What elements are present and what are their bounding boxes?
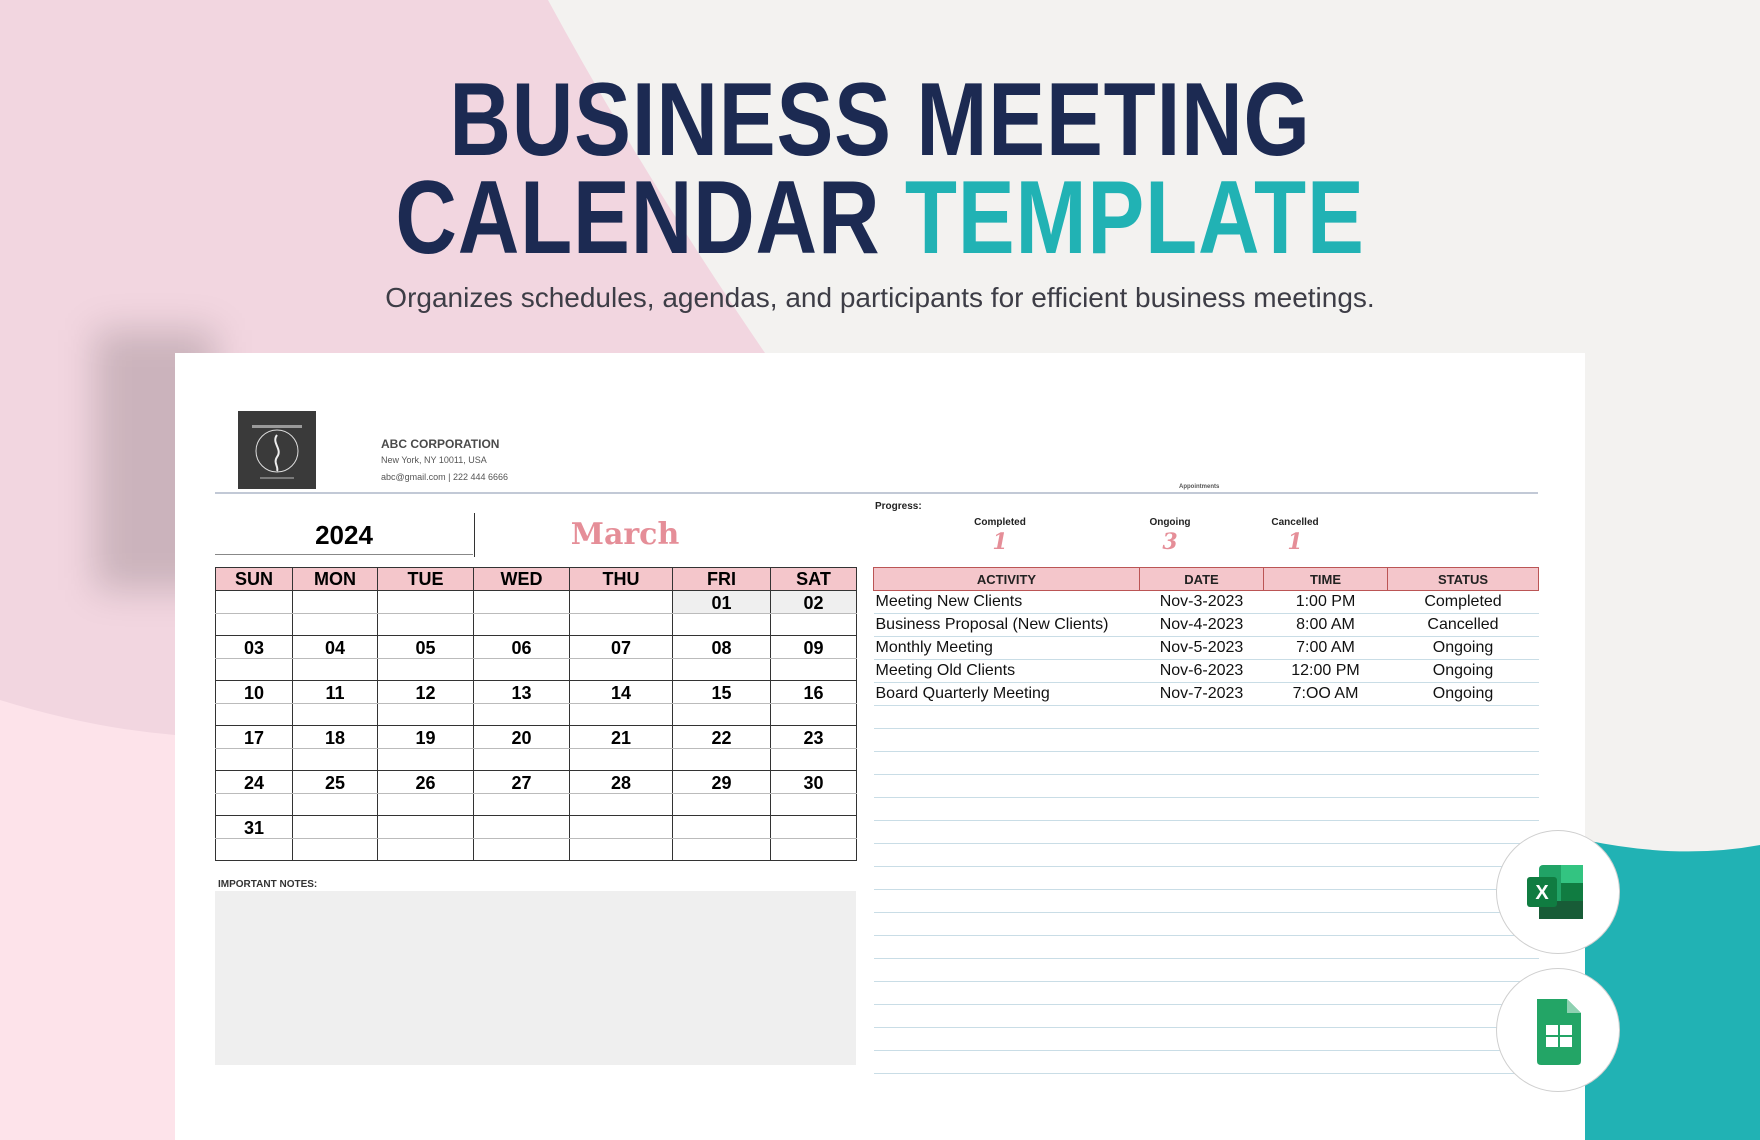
empty-cell[interactable] bbox=[1264, 1005, 1388, 1028]
google-sheets-badge[interactable] bbox=[1496, 968, 1620, 1092]
day-entry-cell[interactable] bbox=[216, 614, 293, 636]
day-cell[interactable]: 01 bbox=[673, 591, 771, 614]
day-cell[interactable] bbox=[378, 816, 474, 839]
activity-cell[interactable]: Board Quarterly Meeting bbox=[874, 683, 1140, 706]
weekday-mon: MON bbox=[293, 568, 378, 591]
day-entry-cell[interactable] bbox=[474, 794, 570, 816]
day-entry-cell[interactable] bbox=[216, 794, 293, 816]
company-logo bbox=[238, 411, 316, 489]
day-cell[interactable]: 11 bbox=[293, 681, 378, 704]
header-divider bbox=[215, 492, 1538, 494]
empty-cell[interactable] bbox=[1140, 775, 1264, 798]
day-entry-cell[interactable] bbox=[570, 794, 673, 816]
table-row bbox=[874, 591, 1539, 614]
day-cell[interactable]: 22 bbox=[673, 726, 771, 749]
empty-cell[interactable] bbox=[1140, 821, 1264, 844]
day-entry-cell[interactable] bbox=[673, 839, 771, 861]
day-cell[interactable]: 28 bbox=[570, 771, 673, 794]
empty-cell[interactable] bbox=[874, 775, 1140, 798]
column-header-status: STATUS bbox=[1388, 568, 1539, 591]
empty-row bbox=[874, 1005, 1539, 1028]
week-4-entries bbox=[216, 749, 857, 771]
time-cell[interactable]: 8:00 AM bbox=[1264, 614, 1388, 637]
empty-cell[interactable] bbox=[1140, 844, 1264, 867]
activity-cell[interactable]: Meeting New Clients bbox=[874, 591, 1140, 614]
day-entry-cell[interactable] bbox=[378, 749, 474, 771]
excel-letter: X bbox=[1535, 882, 1549, 904]
day-cell[interactable] bbox=[570, 591, 673, 614]
empty-cell[interactable] bbox=[1264, 959, 1388, 982]
empty-row bbox=[874, 844, 1539, 867]
status-cell[interactable]: Ongoing bbox=[1388, 637, 1539, 660]
column-header-date: DATE bbox=[1140, 568, 1264, 591]
week-1-dates bbox=[216, 591, 857, 614]
empty-cell[interactable] bbox=[874, 867, 1140, 890]
day-cell[interactable]: 13 bbox=[474, 681, 570, 704]
status-cell[interactable]: Completed bbox=[1388, 591, 1539, 614]
column-header-activity: ACTIVITY bbox=[874, 568, 1140, 591]
empty-row bbox=[874, 729, 1539, 752]
weekday-sat: SAT bbox=[771, 568, 857, 591]
empty-cell[interactable] bbox=[874, 959, 1140, 982]
empty-cell[interactable] bbox=[1264, 706, 1388, 729]
empty-cell[interactable] bbox=[874, 798, 1140, 821]
empty-cell[interactable] bbox=[874, 1051, 1140, 1074]
week-6-dates bbox=[216, 816, 857, 839]
week-2-entries bbox=[216, 659, 857, 681]
empty-cell[interactable] bbox=[1140, 752, 1264, 775]
day-cell[interactable]: 30 bbox=[771, 771, 857, 794]
empty-cell[interactable] bbox=[1140, 1028, 1264, 1051]
day-entry-cell[interactable] bbox=[570, 614, 673, 636]
progress-label: Progress: bbox=[875, 501, 922, 512]
weekday-tue: TUE bbox=[378, 568, 474, 591]
day-entry-cell[interactable] bbox=[378, 704, 474, 726]
day-cell[interactable] bbox=[474, 816, 570, 839]
empty-cell[interactable] bbox=[1264, 752, 1388, 775]
day-cell[interactable] bbox=[293, 816, 378, 839]
day-cell[interactable] bbox=[570, 816, 673, 839]
day-entry-cell[interactable] bbox=[673, 704, 771, 726]
weekday-sun: SUN bbox=[216, 568, 293, 591]
company-name: ABC CORPORATION bbox=[381, 437, 500, 451]
day-cell[interactable]: 31 bbox=[216, 816, 293, 839]
week-3-dates bbox=[216, 681, 857, 704]
week-2-dates bbox=[216, 636, 857, 659]
empty-row bbox=[874, 890, 1539, 913]
day-cell[interactable] bbox=[771, 816, 857, 839]
time-cell[interactable]: 12:00 PM bbox=[1264, 660, 1388, 683]
day-entry-cell[interactable] bbox=[293, 704, 378, 726]
empty-cell[interactable] bbox=[1264, 913, 1388, 936]
day-cell[interactable]: 20 bbox=[474, 726, 570, 749]
day-cell[interactable]: 24 bbox=[216, 771, 293, 794]
progress-cancelled-value: 1 bbox=[1287, 529, 1303, 555]
progress-completed-label: Completed bbox=[974, 517, 1026, 528]
empty-cell[interactable] bbox=[1264, 890, 1388, 913]
day-cell[interactable]: 19 bbox=[378, 726, 474, 749]
appointments-label: Appointments bbox=[1179, 484, 1220, 490]
empty-row bbox=[874, 1051, 1539, 1074]
day-entry-cell[interactable] bbox=[216, 659, 293, 681]
day-entry-cell[interactable] bbox=[474, 839, 570, 861]
empty-row bbox=[874, 775, 1539, 798]
empty-cell[interactable] bbox=[874, 936, 1140, 959]
status-cell[interactable]: Ongoing bbox=[1388, 660, 1539, 683]
day-entry-cell[interactable] bbox=[293, 839, 378, 861]
progress-ongoing-value: 3 bbox=[1162, 529, 1178, 555]
day-entry-cell[interactable] bbox=[378, 614, 474, 636]
day-entry-cell[interactable] bbox=[293, 659, 378, 681]
day-cell[interactable]: 21 bbox=[570, 726, 673, 749]
appointments-header-row bbox=[874, 568, 1539, 591]
spreadsheet-sheet bbox=[175, 353, 1585, 1140]
day-entry-cell[interactable] bbox=[378, 839, 474, 861]
empty-row bbox=[874, 959, 1539, 982]
weekday-wed: WED bbox=[474, 568, 570, 591]
day-cell[interactable]: 16 bbox=[771, 681, 857, 704]
day-cell[interactable]: 10 bbox=[216, 681, 293, 704]
company-contact: abc@gmail.com | 222 444 6666 bbox=[381, 472, 509, 482]
day-cell[interactable]: 26 bbox=[378, 771, 474, 794]
progress-ongoing-label: Ongoing bbox=[1149, 517, 1191, 528]
notes-box[interactable] bbox=[215, 891, 856, 1065]
empty-cell[interactable] bbox=[1140, 706, 1264, 729]
empty-cell[interactable] bbox=[1140, 867, 1264, 890]
calendar-month[interactable]: March bbox=[570, 517, 680, 552]
excel-badge[interactable] bbox=[1496, 830, 1620, 954]
time-cell[interactable]: 7:OO AM bbox=[1264, 683, 1388, 706]
date-cell[interactable]: Nov-7-2023 bbox=[1140, 683, 1264, 706]
empty-cell[interactable] bbox=[1388, 752, 1539, 775]
table-row bbox=[874, 660, 1539, 683]
company-address: New York, NY 10011, USA bbox=[381, 455, 487, 465]
weekday-fri: FRI bbox=[673, 568, 771, 591]
empty-cell[interactable] bbox=[1140, 959, 1264, 982]
day-cell[interactable]: 07 bbox=[570, 636, 673, 659]
day-entry-cell[interactable] bbox=[673, 749, 771, 771]
table-row bbox=[874, 614, 1539, 637]
day-entry-cell[interactable] bbox=[673, 659, 771, 681]
week-5-entries bbox=[216, 794, 857, 816]
notes-label: IMPORTANT NOTES: bbox=[218, 879, 318, 890]
empty-cell[interactable] bbox=[874, 890, 1140, 913]
empty-row bbox=[874, 706, 1539, 729]
week-6-entries bbox=[216, 839, 857, 861]
empty-row bbox=[874, 1028, 1539, 1051]
day-entry-cell[interactable] bbox=[570, 704, 673, 726]
empty-row bbox=[874, 821, 1539, 844]
day-cell[interactable]: 02 bbox=[771, 591, 857, 614]
empty-row bbox=[874, 936, 1539, 959]
day-entry-cell[interactable] bbox=[474, 659, 570, 681]
day-cell[interactable]: 09 bbox=[771, 636, 857, 659]
weekday-thu: THU bbox=[570, 568, 673, 591]
day-cell[interactable]: 03 bbox=[216, 636, 293, 659]
empty-row bbox=[874, 752, 1539, 775]
progress-cancelled-label: Cancelled bbox=[1271, 517, 1319, 528]
empty-row bbox=[874, 913, 1539, 936]
empty-cell[interactable] bbox=[1140, 1005, 1264, 1028]
activity-cell[interactable]: Meeting Old Clients bbox=[874, 660, 1140, 683]
activity-cell[interactable]: Monthly Meeting bbox=[874, 637, 1140, 660]
empty-cell[interactable] bbox=[1264, 936, 1388, 959]
day-cell[interactable]: 06 bbox=[474, 636, 570, 659]
empty-cell[interactable] bbox=[874, 1005, 1140, 1028]
date-cell[interactable]: Nov-3-2023 bbox=[1140, 591, 1264, 614]
day-entry-cell[interactable] bbox=[216, 749, 293, 771]
empty-cell[interactable] bbox=[1264, 844, 1388, 867]
empty-cell[interactable] bbox=[1264, 1051, 1388, 1074]
day-entry-cell[interactable] bbox=[378, 659, 474, 681]
day-cell[interactable]: 23 bbox=[771, 726, 857, 749]
day-entry-cell[interactable] bbox=[216, 839, 293, 861]
day-entry-cell[interactable] bbox=[570, 749, 673, 771]
status-cell[interactable]: Cancelled bbox=[1388, 614, 1539, 637]
empty-cell[interactable] bbox=[1140, 890, 1264, 913]
empty-row bbox=[874, 867, 1539, 890]
empty-cell[interactable] bbox=[1388, 729, 1539, 752]
weekday-header-row bbox=[216, 568, 857, 591]
empty-cell[interactable] bbox=[874, 844, 1140, 867]
empty-cell[interactable] bbox=[1264, 821, 1388, 844]
day-entry-cell[interactable] bbox=[771, 794, 857, 816]
banner-title-teal-word: TEMPLATE bbox=[904, 160, 1365, 276]
empty-cell[interactable] bbox=[1140, 936, 1264, 959]
day-cell[interactable] bbox=[293, 591, 378, 614]
empty-row bbox=[874, 798, 1539, 821]
progress-completed-value: 1 bbox=[992, 529, 1008, 555]
status-cell[interactable]: Ongoing bbox=[1388, 683, 1539, 706]
day-entry-cell[interactable] bbox=[293, 614, 378, 636]
day-cell[interactable] bbox=[673, 816, 771, 839]
day-entry-cell[interactable] bbox=[378, 794, 474, 816]
week-5-dates bbox=[216, 771, 857, 794]
empty-cell[interactable] bbox=[1264, 982, 1388, 1005]
day-entry-cell[interactable] bbox=[673, 794, 771, 816]
day-entry-cell[interactable] bbox=[771, 659, 857, 681]
excel-icon bbox=[1497, 831, 1619, 953]
banner-title-dark-word: CALENDAR bbox=[395, 160, 881, 276]
empty-cell[interactable] bbox=[1388, 706, 1539, 729]
day-entry-cell[interactable] bbox=[474, 614, 570, 636]
day-entry-cell[interactable] bbox=[293, 794, 378, 816]
empty-cell[interactable] bbox=[1140, 798, 1264, 821]
day-cell[interactable]: 17 bbox=[216, 726, 293, 749]
time-cell[interactable]: 7:00 AM bbox=[1264, 637, 1388, 660]
empty-cell[interactable] bbox=[874, 821, 1140, 844]
week-4-dates bbox=[216, 726, 857, 749]
date-cell[interactable]: Nov-6-2023 bbox=[1140, 660, 1264, 683]
empty-row bbox=[874, 982, 1539, 1005]
empty-cell[interactable] bbox=[874, 982, 1140, 1005]
date-cell[interactable]: Nov-5-2023 bbox=[1140, 637, 1264, 660]
day-cell[interactable]: 05 bbox=[378, 636, 474, 659]
empty-cell[interactable] bbox=[1264, 775, 1388, 798]
banner-subtitle: Organizes schedules, agendas, and participants for efficient business meetings. bbox=[385, 282, 1375, 313]
banner-title-line2 bbox=[158, 160, 1601, 276]
day-cell[interactable]: 14 bbox=[570, 681, 673, 704]
day-cell[interactable]: 29 bbox=[673, 771, 771, 794]
day-cell[interactable]: 08 bbox=[673, 636, 771, 659]
empty-cell[interactable] bbox=[1264, 798, 1388, 821]
activity-cell[interactable]: Business Proposal (New Clients) bbox=[874, 614, 1140, 637]
empty-cell[interactable] bbox=[1264, 1028, 1388, 1051]
month-calendar bbox=[215, 567, 857, 861]
day-entry-cell[interactable] bbox=[474, 749, 570, 771]
day-cell[interactable]: 12 bbox=[378, 681, 474, 704]
appointments-table bbox=[873, 567, 1539, 1074]
empty-cell[interactable] bbox=[1140, 1051, 1264, 1074]
empty-cell[interactable] bbox=[1140, 982, 1264, 1005]
day-entry-cell[interactable] bbox=[771, 614, 857, 636]
empty-cell[interactable] bbox=[874, 752, 1140, 775]
column-header-time: TIME bbox=[1264, 568, 1388, 591]
day-cell[interactable] bbox=[378, 591, 474, 614]
empty-cell[interactable] bbox=[1388, 798, 1539, 821]
day-entry-cell[interactable] bbox=[216, 704, 293, 726]
day-cell[interactable]: 04 bbox=[293, 636, 378, 659]
week-1-entries bbox=[216, 614, 857, 636]
day-entry-cell[interactable] bbox=[771, 839, 857, 861]
day-entry-cell[interactable] bbox=[771, 704, 857, 726]
day-cell[interactable]: 25 bbox=[293, 771, 378, 794]
day-entry-cell[interactable] bbox=[293, 749, 378, 771]
day-cell[interactable]: 18 bbox=[293, 726, 378, 749]
day-cell[interactable]: 27 bbox=[474, 771, 570, 794]
week-3-entries bbox=[216, 704, 857, 726]
table-row bbox=[874, 683, 1539, 706]
day-cell[interactable]: 15 bbox=[673, 681, 771, 704]
day-cell[interactable] bbox=[474, 591, 570, 614]
date-cell[interactable]: Nov-4-2023 bbox=[1140, 614, 1264, 637]
day-entry-cell[interactable] bbox=[570, 659, 673, 681]
empty-cell[interactable] bbox=[1264, 867, 1388, 890]
empty-cell[interactable] bbox=[1140, 913, 1264, 936]
google-sheets-icon bbox=[1497, 969, 1619, 1091]
empty-cell[interactable] bbox=[874, 706, 1140, 729]
day-entry-cell[interactable] bbox=[474, 704, 570, 726]
empty-cell[interactable] bbox=[874, 913, 1140, 936]
banner-title-line1: BUSINESS MEETING bbox=[449, 62, 1311, 178]
day-entry-cell[interactable] bbox=[673, 614, 771, 636]
day-entry-cell[interactable] bbox=[771, 749, 857, 771]
empty-cell[interactable] bbox=[1264, 729, 1388, 752]
day-entry-cell[interactable] bbox=[570, 839, 673, 861]
calendar-year[interactable]: 2024 bbox=[215, 516, 473, 555]
empty-cell[interactable] bbox=[874, 729, 1140, 752]
day-cell[interactable] bbox=[216, 591, 293, 614]
time-cell[interactable]: 1:00 PM bbox=[1264, 591, 1388, 614]
empty-cell[interactable] bbox=[874, 1028, 1140, 1051]
table-row bbox=[874, 637, 1539, 660]
empty-cell[interactable] bbox=[1388, 775, 1539, 798]
empty-cell[interactable] bbox=[1140, 729, 1264, 752]
